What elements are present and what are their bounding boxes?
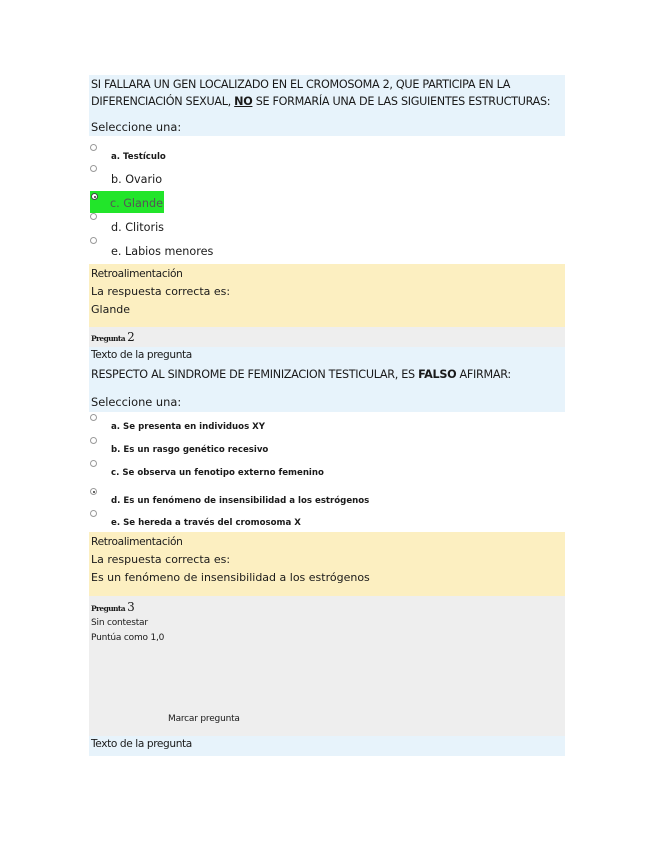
select-one-label: Seleccione una: xyxy=(91,120,182,134)
question-2-header xyxy=(89,327,565,347)
feedback-title: Retroalimentación xyxy=(91,536,183,548)
select-one-label: Seleccione una: xyxy=(91,395,182,409)
question-status: Sin contestar xyxy=(91,618,148,628)
q2-option-a[interactable]: a. Se presenta en individuos XY xyxy=(90,420,265,432)
feedback-title: Retroalimentación xyxy=(91,268,183,280)
radio-checked-icon[interactable] xyxy=(91,193,98,200)
question-1-feedback xyxy=(89,264,565,327)
question-2-text: RESPECTO AL SINDROME DE FEMINIZACION TESTICULAR, ES FALSO AFIRMAR: xyxy=(91,368,511,381)
question-1-select-bar xyxy=(89,120,565,136)
radio-icon[interactable] xyxy=(90,460,97,467)
question-2-content xyxy=(89,347,565,389)
q1-option-c[interactable]: c. Glande xyxy=(90,191,164,213)
question-number-label: Pregunta 3 xyxy=(91,600,135,614)
radio-icon[interactable] xyxy=(90,213,97,220)
flag-question-link[interactable]: Marcar pregunta xyxy=(168,714,240,724)
q1-option-d[interactable]: d. Clitoris xyxy=(90,219,164,234)
question-1-emphasis: NO xyxy=(234,95,253,108)
feedback-answer: Glande xyxy=(91,303,131,316)
question-text-label: Texto de la pregunta xyxy=(91,349,192,361)
radio-icon[interactable] xyxy=(90,437,97,444)
feedback-line: La respuesta correcta es: xyxy=(91,285,231,298)
radio-icon[interactable] xyxy=(90,165,97,172)
radio-icon[interactable] xyxy=(90,237,97,244)
question-text-label: Texto de la pregunta xyxy=(91,738,192,750)
radio-icon[interactable] xyxy=(90,144,97,151)
q2-option-b[interactable]: b. Es un rasgo genético recesivo xyxy=(90,443,268,455)
feedback-line: La respuesta correcta es: xyxy=(91,553,231,566)
question-2-select-bar xyxy=(89,389,565,412)
q2-option-e[interactable]: e. Se hereda a través del cromosoma X xyxy=(90,516,301,528)
radio-checked-icon[interactable] xyxy=(90,488,97,495)
q1-option-e[interactable]: e. Labios menores xyxy=(90,243,213,258)
question-2-emphasis: FALSO xyxy=(418,368,457,381)
radio-icon[interactable] xyxy=(90,510,97,517)
question-points: Puntúa como 1,0 xyxy=(91,633,165,643)
question-1-text: SI FALLARA UN GEN LOCALIZADO EN EL CROMOSOMA 2, QUE PARTICIPA EN LA DIFERENCIACIÓN SEXUAL, NO SE FORMARÍA UNA DE LAS SIGUIENTES ESTRUCTURAS: xyxy=(89,75,565,120)
q2-option-d[interactable]: d. Es un fenómeno de insensibilidad a los estrógenos xyxy=(90,494,369,506)
question-3-content xyxy=(89,736,565,756)
q1-option-b[interactable]: b. Ovario xyxy=(90,171,162,186)
question-number-label: Pregunta 2 xyxy=(91,330,135,344)
q2-option-c[interactable]: c. Se observa un fenotipo externo femenino xyxy=(90,466,324,478)
q1-option-a[interactable]: a. Testículo xyxy=(90,150,166,162)
question-2-feedback xyxy=(89,532,565,596)
question-3-info xyxy=(89,596,565,736)
feedback-answer: Es un fenómeno de insensibilidad a los estrógenos xyxy=(91,571,370,584)
radio-icon[interactable] xyxy=(90,414,97,421)
